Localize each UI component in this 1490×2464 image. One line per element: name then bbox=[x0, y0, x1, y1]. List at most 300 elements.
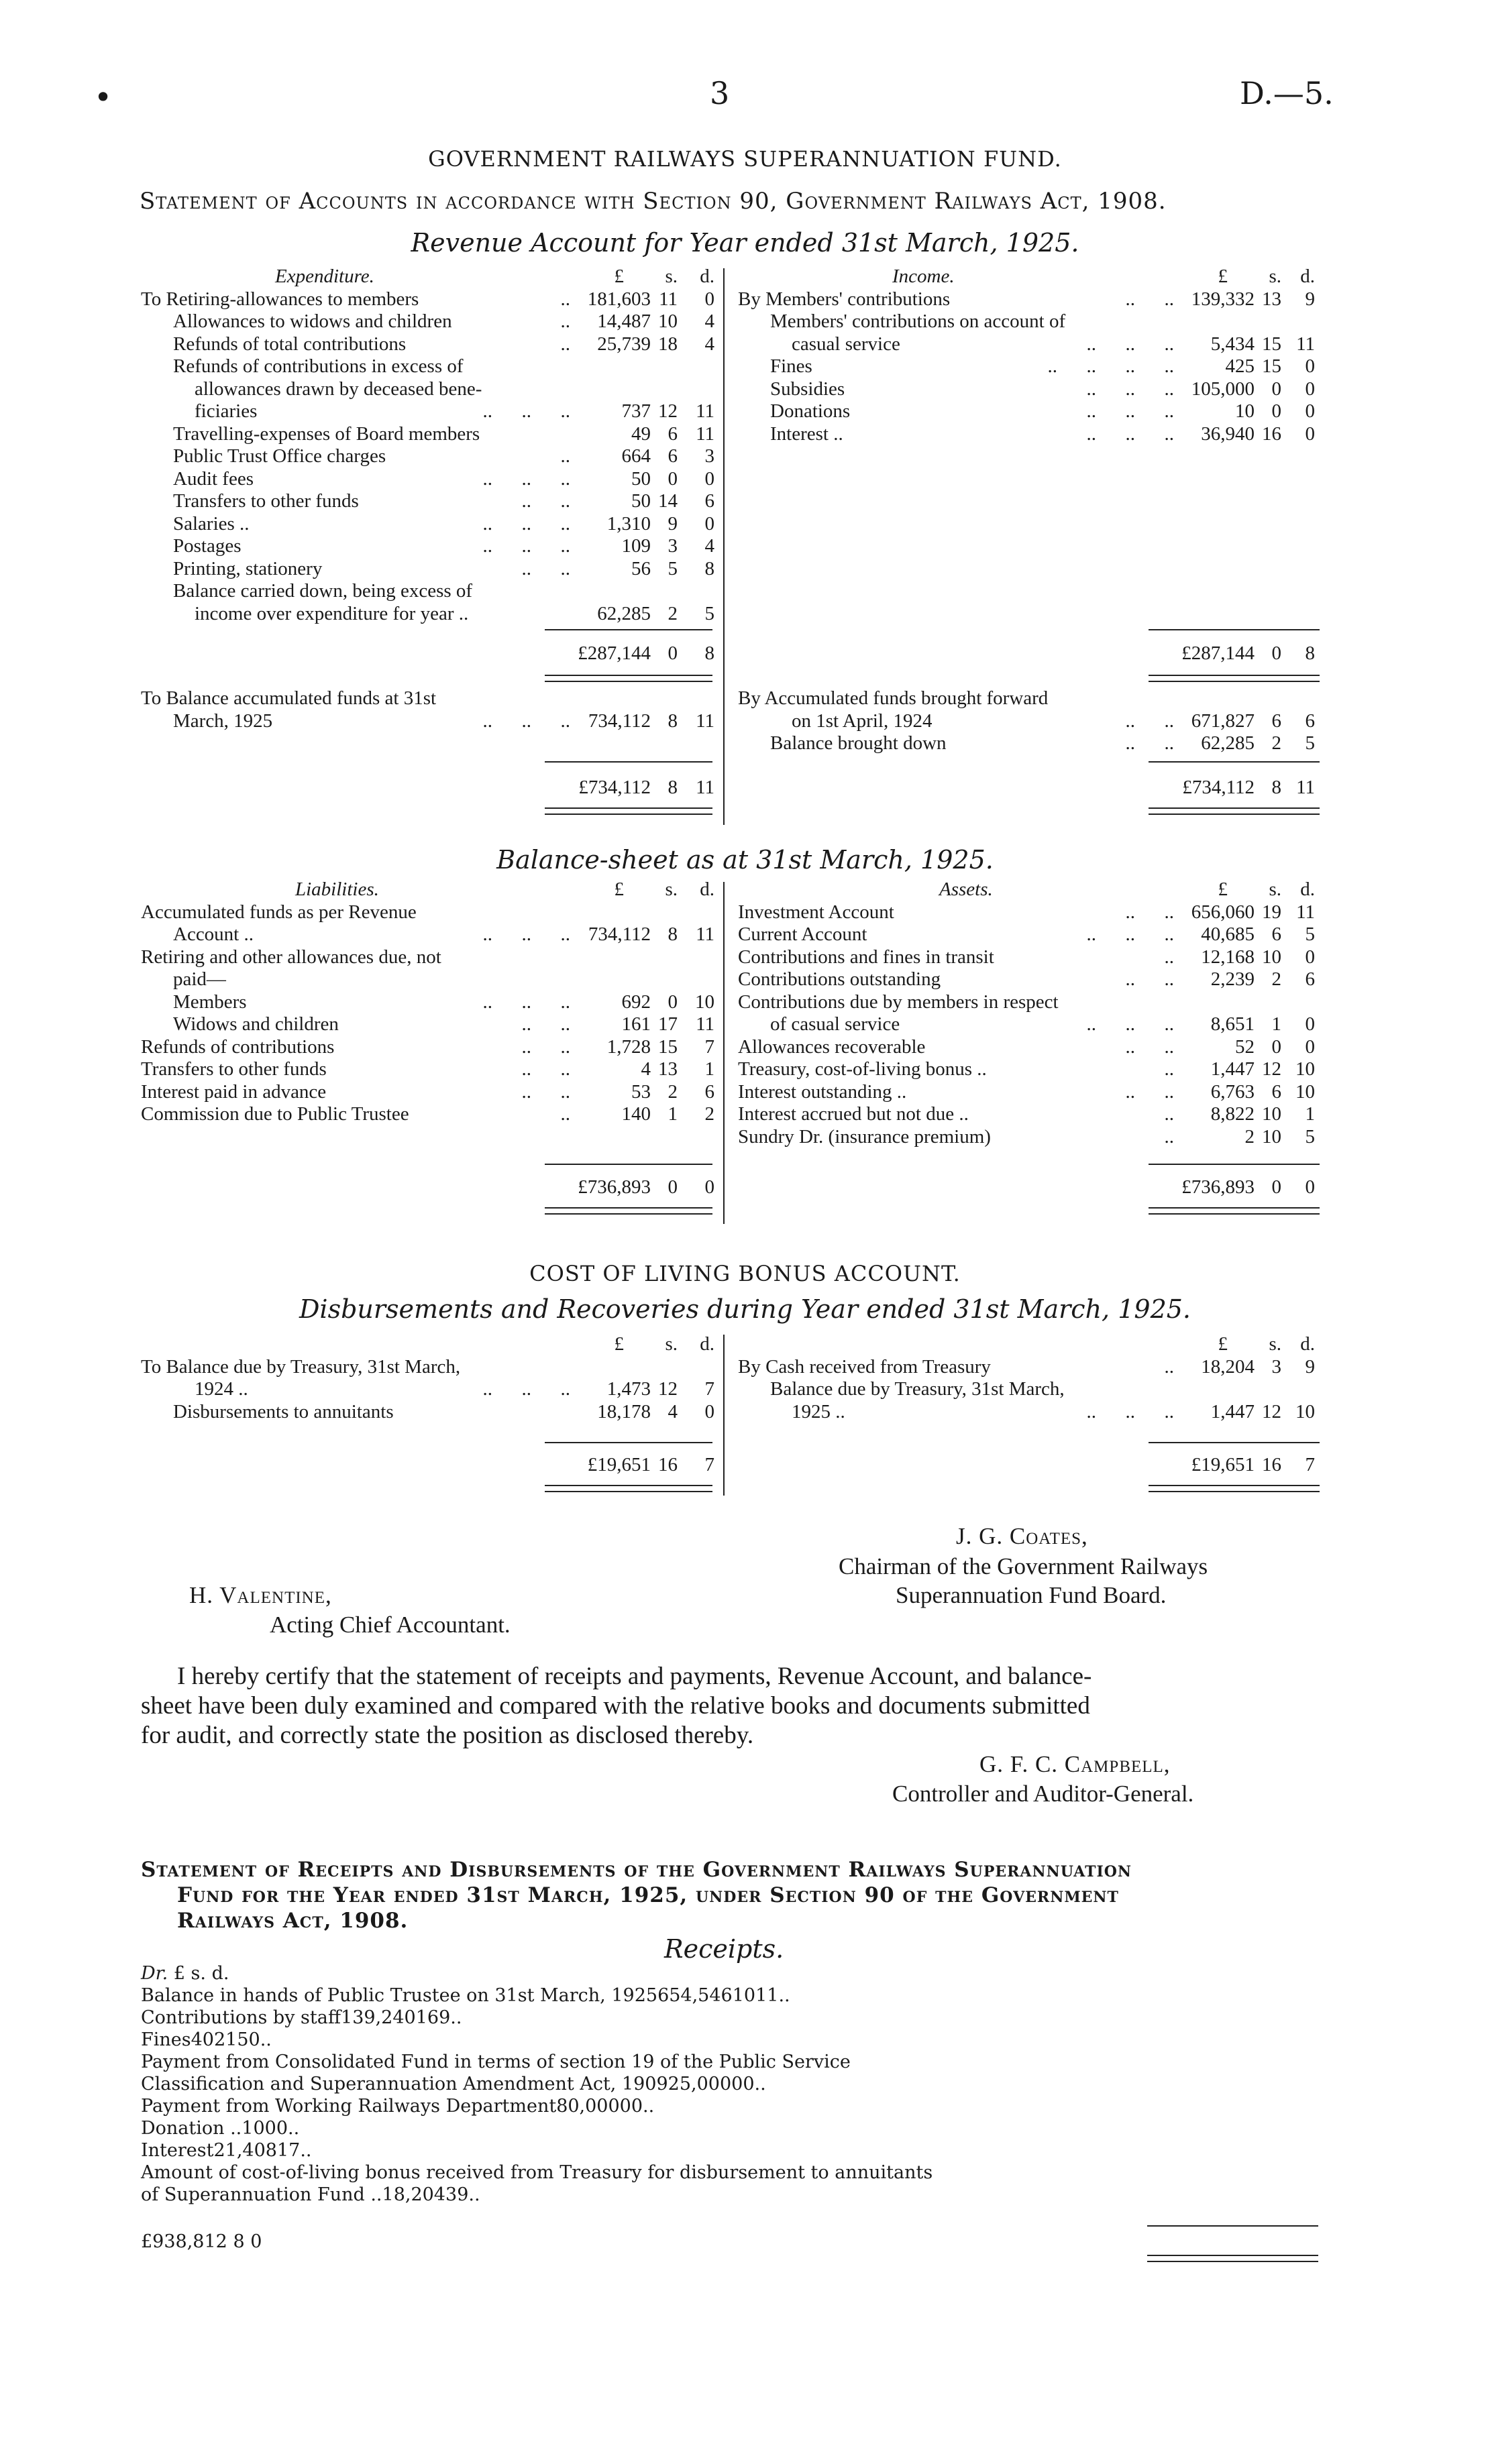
subtotal-rule bbox=[545, 1164, 712, 1165]
pence-value: 0 bbox=[704, 512, 714, 535]
col-row bbox=[738, 1378, 1322, 1401]
receipts-title-line-1: Statement of Receipts and Disbursements of the Government Railways Superannuation bbox=[141, 1858, 1132, 1882]
pounds-value: 402 bbox=[191, 2029, 226, 2050]
row-label: Refunds of contributions in excess of bbox=[173, 355, 464, 377]
pence-value: 0 bbox=[743, 2074, 755, 2094]
row-label: Balance due by Treasury, 31st March, bbox=[770, 1378, 1065, 1400]
certification-line-3: for audit, and correctly state the position as disclosed thereby. bbox=[141, 1722, 754, 1749]
assets-heading: Assets. bbox=[939, 879, 993, 900]
leader-dots: .. bbox=[643, 2096, 655, 2117]
total-pence: 11 bbox=[696, 777, 714, 798]
row-label: Postages bbox=[173, 535, 242, 557]
leader-dots: .. bbox=[1164, 1058, 1174, 1080]
pence-symbol: d. bbox=[1300, 879, 1315, 900]
coates-role-line2: Superannuation Fund Board. bbox=[896, 1582, 1167, 1608]
pounds-value: 656,060 bbox=[1191, 901, 1255, 923]
pounds-value: 8,822 bbox=[1210, 1103, 1255, 1125]
receipts-table bbox=[141, 1962, 1322, 2206]
balance-row bbox=[141, 710, 721, 733]
asset-row bbox=[738, 1103, 1322, 1126]
row-label: ficiaries bbox=[195, 400, 258, 422]
leader-dots: .. .. .. bbox=[482, 467, 570, 490]
leader-dots: .. .. .. bbox=[482, 535, 570, 557]
liability-row bbox=[141, 1081, 721, 1104]
pounds-symbol: £ bbox=[1218, 879, 1228, 900]
pence-value: 11 bbox=[1296, 901, 1315, 923]
shillings-value: 13 bbox=[1262, 288, 1281, 310]
pence-value: 0 bbox=[631, 2096, 643, 2117]
income-row bbox=[738, 333, 1322, 356]
leader-dots: .. .. .. bbox=[1086, 923, 1174, 945]
total-pounds: £19,651 bbox=[587, 1454, 651, 1475]
shillings-value: 0 bbox=[1271, 400, 1281, 422]
total-pence: 0 bbox=[1305, 1176, 1315, 1198]
total-pounds: £938,812 bbox=[141, 2231, 227, 2252]
leader-dots: .. bbox=[1164, 1355, 1174, 1378]
shillings-value: 12 bbox=[1262, 1058, 1281, 1080]
pounds-value: 10 bbox=[1235, 400, 1255, 422]
leader-dots: .. .. bbox=[521, 1035, 570, 1058]
leader-dots: .. bbox=[560, 288, 570, 310]
total-shillings: 0 bbox=[668, 642, 678, 664]
asset-row bbox=[738, 1013, 1322, 1036]
leader-dots: .. bbox=[754, 2074, 766, 2094]
pounds-value: 53 bbox=[631, 1080, 651, 1103]
expenditure-row bbox=[141, 423, 721, 446]
income-column bbox=[738, 266, 1322, 445]
row-label: Interest bbox=[141, 2140, 214, 2161]
shillings-value: 10 bbox=[658, 311, 678, 332]
bullet-mark: • bbox=[94, 79, 113, 115]
pence-value: 11 bbox=[696, 1013, 714, 1035]
shillings-value: 15 bbox=[1262, 333, 1281, 355]
row-label: Members bbox=[173, 991, 247, 1013]
pounds-value: 161 bbox=[621, 1013, 651, 1035]
row-label: Retiring and other allowances due, not bbox=[141, 946, 441, 968]
subtotal-rule bbox=[1149, 629, 1320, 630]
shillings-value: 9 bbox=[668, 512, 678, 535]
pence-value: 6 bbox=[1305, 710, 1315, 732]
statement-title: Statement of Accounts in accordance with Section 90, Government Railways Act, 1908. bbox=[140, 188, 1167, 215]
row-label: Commission due to Public Trustee bbox=[141, 1103, 409, 1125]
row-label: Classification and Superannuation Amendment Act, 1909 bbox=[141, 2074, 668, 2094]
leader-dots: .. bbox=[1164, 1103, 1174, 1125]
row-label: Public Trust Office charges bbox=[173, 445, 386, 467]
expenditure-row bbox=[141, 378, 721, 401]
asset-row bbox=[738, 923, 1322, 946]
shillings-value: 11 bbox=[659, 288, 678, 310]
balance-left bbox=[141, 687, 721, 732]
row-label: Account .. bbox=[173, 923, 254, 945]
pence-symbol: d. bbox=[1300, 266, 1315, 287]
asset-row bbox=[738, 946, 1322, 969]
balance-total-left bbox=[141, 777, 721, 799]
row-label: Interest paid in advance bbox=[141, 1080, 327, 1103]
pence-value: 6 bbox=[704, 490, 714, 512]
pounds-value: 25,739 bbox=[597, 333, 651, 355]
row-label: Interest accrued but not due .. bbox=[738, 1103, 969, 1125]
asset-row bbox=[738, 1126, 1322, 1149]
revenue-total-right bbox=[738, 642, 1322, 665]
col-row bbox=[141, 1356, 721, 1379]
total-shillings: 8 bbox=[233, 2231, 245, 2252]
column-divider bbox=[723, 882, 725, 1224]
double-rule bbox=[545, 675, 712, 682]
pence-value: 0 bbox=[248, 2029, 260, 2050]
leader-dots: .. bbox=[560, 311, 570, 332]
pence-value: 7 bbox=[704, 1035, 714, 1058]
row-label: Treasury, cost-of-living bonus .. bbox=[738, 1058, 987, 1080]
pence-symbol: d. bbox=[211, 1963, 229, 1984]
asset-row bbox=[738, 1036, 1322, 1059]
pence-value: 11 bbox=[696, 400, 714, 422]
pence-value: 9 bbox=[457, 2184, 469, 2205]
fund-title: GOVERNMENT RAILWAYS SUPERANNUATION FUND. bbox=[428, 146, 1062, 172]
leader-dots: .. .. bbox=[1125, 901, 1174, 923]
shillings-value: 0 bbox=[731, 2074, 743, 2094]
pounds-value: 2,239 bbox=[1210, 968, 1255, 990]
leader-dots: .. bbox=[560, 445, 570, 467]
row-label: Refunds of contributions bbox=[141, 1035, 335, 1058]
income-row bbox=[738, 400, 1322, 423]
pence-value: 0 bbox=[704, 467, 714, 490]
subtotal-rule bbox=[1149, 1164, 1320, 1165]
shillings-value: 2 bbox=[668, 602, 678, 624]
liabilities-column bbox=[141, 879, 721, 1126]
pounds-value: 671,827 bbox=[1191, 710, 1255, 732]
row-label: Printing, stationery bbox=[173, 557, 323, 579]
pence-value: 0 bbox=[704, 1400, 714, 1422]
row-label: Subsidies bbox=[770, 378, 845, 400]
shillings-value: 16 bbox=[415, 2007, 439, 2028]
pounds-value: 181,603 bbox=[587, 288, 651, 310]
pence-value: 1 bbox=[1305, 1103, 1315, 1125]
shillings-symbol: s. bbox=[665, 266, 678, 287]
balance-row bbox=[141, 687, 721, 710]
row-label: Investment Account bbox=[738, 901, 894, 923]
leader-dots: .. bbox=[468, 2184, 480, 2205]
row-label: allowances drawn by deceased bene- bbox=[195, 378, 482, 400]
shillings-value: 6 bbox=[1271, 1080, 1281, 1103]
pence-value: 8 bbox=[704, 557, 714, 579]
leader-dots: .. .. .. bbox=[482, 400, 570, 422]
valentine-signature-name: H. Valentine, bbox=[189, 1582, 332, 1608]
row-label: 1925 .. bbox=[792, 1400, 845, 1422]
pence-value: 0 bbox=[276, 2118, 288, 2139]
receipts-heading: Receipts. bbox=[664, 1934, 784, 1964]
pounds-symbol: £ bbox=[614, 1333, 624, 1355]
pence-value: 0 bbox=[1305, 1035, 1315, 1058]
pounds-value: 14,487 bbox=[597, 311, 651, 332]
col-row bbox=[738, 1401, 1322, 1424]
pence-value: 5 bbox=[1305, 732, 1315, 754]
total-pounds: £19,651 bbox=[1191, 1454, 1255, 1475]
expenditure-row bbox=[141, 468, 721, 491]
pounds-value: 21,408 bbox=[213, 2140, 277, 2161]
row-label: Interest outstanding .. bbox=[738, 1080, 907, 1103]
leader-dots: .. .. bbox=[521, 1013, 570, 1035]
income-row bbox=[738, 288, 1322, 311]
total-pounds: £734,112 bbox=[1182, 777, 1255, 798]
pence-value: 0 bbox=[1305, 1013, 1315, 1035]
leader-dots: .. .. bbox=[521, 1058, 570, 1080]
liability-row bbox=[141, 901, 721, 924]
expenditure-row bbox=[141, 603, 721, 626]
leader-dots: .. .. bbox=[521, 490, 570, 512]
shillings-value: 3 bbox=[1271, 1355, 1281, 1378]
row-label: Refunds of total contributions bbox=[173, 333, 407, 355]
row-label: Contributions and fines in transit bbox=[738, 946, 994, 968]
shillings-value: 10 bbox=[1262, 1103, 1281, 1125]
asset-row bbox=[738, 1058, 1322, 1081]
shillings-symbol: s. bbox=[1269, 266, 1281, 287]
pence-value: 7 bbox=[288, 2140, 301, 2161]
shillings-value: 19 bbox=[1262, 901, 1281, 923]
shillings-value: 3 bbox=[668, 535, 678, 557]
total-pence: 0 bbox=[704, 1176, 714, 1198]
row-label: By Cash received from Treasury bbox=[738, 1355, 991, 1378]
row-label: income over expenditure for year .. bbox=[195, 602, 469, 624]
expenditure-row bbox=[141, 355, 721, 378]
certification-line-1: I hereby certify that the statement of receipts and payments, Revenue Account, and balance- bbox=[177, 1663, 1092, 1690]
shillings-value: 1 bbox=[1271, 1013, 1281, 1035]
pounds-value: 1,447 bbox=[1210, 1058, 1255, 1080]
pounds-value: 139,332 bbox=[1191, 288, 1255, 310]
leader-dots: .. bbox=[1164, 1125, 1174, 1147]
row-label: Travelling-expenses of Board members bbox=[173, 423, 480, 445]
certification-line-2: sheet have been duly examined and compared with the relative books and documents submitted bbox=[141, 1692, 1090, 1720]
pence-value: 4 bbox=[704, 311, 714, 332]
row-label: on 1st April, 1924 bbox=[792, 710, 933, 732]
pounds-value: 5,434 bbox=[1210, 333, 1255, 355]
row-label: Accumulated funds as per Revenue bbox=[141, 901, 417, 923]
shillings-value: 10 bbox=[732, 1985, 756, 2006]
pounds-value: 56 bbox=[631, 557, 651, 579]
pounds-value: 25,000 bbox=[668, 2074, 732, 2094]
pounds-value: 80,000 bbox=[556, 2096, 620, 2117]
shillings-value: 0 bbox=[1271, 1035, 1281, 1058]
receipts-total bbox=[141, 2231, 1322, 2253]
leader-dots: .. .. .. bbox=[1086, 400, 1174, 422]
row-label: Interest .. bbox=[770, 423, 843, 445]
pounds-value: 1,447 bbox=[1210, 1400, 1255, 1422]
receipt-row bbox=[141, 2029, 1322, 2051]
balance-row bbox=[738, 687, 1322, 710]
pounds-value: 18,178 bbox=[597, 1400, 651, 1422]
shillings-symbol: s. bbox=[1269, 879, 1281, 900]
leader-dots: .. bbox=[778, 1985, 790, 2006]
pounds-value: 734,112 bbox=[588, 923, 651, 945]
total-shillings: 0 bbox=[668, 1176, 678, 1198]
double-rule bbox=[1147, 2255, 1318, 2262]
row-label: To Retiring-allowances to members bbox=[141, 288, 419, 310]
receipt-row bbox=[141, 2095, 1322, 2117]
pence-symbol: d. bbox=[1300, 1333, 1315, 1355]
leader-dots: .. bbox=[560, 1103, 570, 1125]
total-pence: 0 bbox=[250, 2231, 262, 2252]
leader-dots: .. .. bbox=[1125, 732, 1174, 754]
pounds-value: 105,000 bbox=[1191, 378, 1255, 400]
coates-signature-name: J. G. Coates, bbox=[956, 1523, 1088, 1549]
receipts-title-line-3: Railways Act, 1908. bbox=[177, 1909, 409, 1933]
liability-row bbox=[141, 946, 721, 969]
shillings-symbol: s. bbox=[665, 879, 678, 900]
asset-row bbox=[738, 1081, 1322, 1104]
campbell-signature-name: G. F. C. Campbell, bbox=[979, 1751, 1171, 1777]
revenue-account-heading: Revenue Account for Year ended 31st March, 1925. bbox=[411, 228, 1079, 258]
row-label: of Superannuation Fund .. bbox=[141, 2184, 382, 2205]
shillings-value: 12 bbox=[658, 1378, 678, 1400]
valentine-role: Acting Chief Accountant. bbox=[270, 1612, 511, 1638]
row-label: Balance carried down, being excess of bbox=[173, 580, 473, 602]
pounds-value: 18,204 bbox=[1201, 1355, 1255, 1378]
subtotal-rule bbox=[545, 629, 712, 630]
balance-total-right bbox=[738, 777, 1322, 799]
assets-column bbox=[738, 879, 1322, 1148]
income-rows bbox=[738, 288, 1322, 446]
pence-value: 11 bbox=[1296, 333, 1315, 355]
shillings-value: 15 bbox=[225, 2029, 249, 2050]
shillings-value: 14 bbox=[658, 490, 678, 512]
liability-row bbox=[141, 1036, 721, 1059]
expenditure-column bbox=[141, 266, 721, 625]
pounds-symbol: £ bbox=[1218, 1333, 1228, 1355]
row-label: Contributions due by members in respect bbox=[738, 991, 1059, 1013]
shillings-value: 2 bbox=[1271, 968, 1281, 990]
total-pounds: £736,893 bbox=[578, 1176, 651, 1198]
row-label: Fines bbox=[770, 355, 812, 377]
campbell-role: Controller and Auditor-General. bbox=[892, 1781, 1194, 1807]
pence-value: 10 bbox=[695, 991, 714, 1013]
col-row bbox=[141, 1378, 721, 1401]
pounds-value: 6,763 bbox=[1210, 1080, 1255, 1103]
shillings-value: 5 bbox=[668, 557, 678, 579]
pounds-value: 10 bbox=[242, 2118, 265, 2139]
pence-value: 4 bbox=[704, 333, 714, 355]
row-label: Widows and children bbox=[173, 1013, 339, 1035]
pounds-value: 139,240 bbox=[341, 2007, 416, 2028]
liability-row bbox=[141, 1103, 721, 1126]
pounds-value: 109 bbox=[621, 535, 651, 557]
shillings-value: 13 bbox=[658, 1058, 678, 1080]
balance-right bbox=[738, 687, 1322, 755]
leader-dots: .. bbox=[288, 2118, 300, 2139]
total-pence: 11 bbox=[1296, 777, 1315, 798]
shillings-value: 0 bbox=[619, 2096, 631, 2117]
coates-role-line1: Chairman of the Government Railways bbox=[839, 1553, 1208, 1579]
total-pounds: £736,893 bbox=[1181, 1176, 1255, 1198]
row-label: Balance brought down bbox=[770, 732, 947, 754]
leader-dots: .. .. bbox=[521, 1080, 570, 1103]
total-pence: 7 bbox=[1305, 1454, 1315, 1475]
leader-dots: .. .. bbox=[1125, 710, 1174, 732]
pence-value: 5 bbox=[1305, 1125, 1315, 1147]
shillings-value: 0 bbox=[668, 467, 678, 490]
shillings-value: 3 bbox=[445, 2184, 458, 2205]
shillings-value: 1 bbox=[668, 1103, 678, 1125]
receipt-row bbox=[141, 2007, 1322, 2029]
pence-symbol: d. bbox=[700, 879, 714, 900]
total-pounds: £734,112 bbox=[578, 777, 651, 798]
row-label: 1924 .. bbox=[195, 1378, 248, 1400]
row-label: Payment from Working Railways Department bbox=[141, 2096, 557, 2117]
expenditure-row bbox=[141, 445, 721, 468]
row-label: Donations bbox=[770, 400, 851, 422]
shillings-value: 4 bbox=[668, 1400, 678, 1422]
pounds-value: 654,546 bbox=[657, 1985, 733, 2006]
row-label: Transfers to other funds bbox=[141, 1058, 327, 1080]
pence-value: 5 bbox=[704, 602, 714, 624]
balance-row bbox=[738, 710, 1322, 733]
leader-dots: .. .. .. bbox=[1086, 333, 1174, 355]
row-label: Allowances recoverable bbox=[738, 1035, 926, 1058]
row-label: Contributions by staff bbox=[141, 2007, 341, 2028]
pence-value: 0 bbox=[1305, 423, 1315, 445]
shillings-value: 0 bbox=[668, 991, 678, 1013]
leader-dots: .. .. .. .. bbox=[1047, 355, 1174, 377]
row-label: Current Account bbox=[738, 923, 867, 945]
shillings-value: 6 bbox=[1271, 923, 1281, 945]
pounds-symbol: £ bbox=[614, 266, 624, 287]
shillings-symbol: s. bbox=[665, 1333, 678, 1355]
total-pounds: £287,144 bbox=[578, 642, 651, 664]
dr-label: Dr. bbox=[141, 1963, 168, 1984]
shillings-value: 10 bbox=[1262, 946, 1281, 968]
leader-dots: .. .. bbox=[1125, 1035, 1174, 1058]
leader-dots: .. bbox=[1164, 946, 1174, 968]
row-label: To Balance accumulated funds at 31st bbox=[141, 687, 437, 709]
shillings-value: 8 bbox=[668, 923, 678, 945]
pounds-value: 8,651 bbox=[1210, 1013, 1255, 1035]
leader-dots: .. .. .. bbox=[1086, 1400, 1174, 1422]
total-shillings: 16 bbox=[1262, 1454, 1281, 1475]
pence-value: 7 bbox=[704, 1378, 714, 1400]
receipt-row bbox=[141, 2139, 1322, 2162]
asset-row bbox=[738, 901, 1322, 924]
expenditure-row bbox=[141, 513, 721, 536]
pounds-value: 1,728 bbox=[606, 1035, 651, 1058]
expenditure-row bbox=[141, 580, 721, 603]
balance-sheet-heading: Balance-sheet as at 31st March, 1925. bbox=[496, 845, 994, 875]
income-row bbox=[738, 378, 1322, 401]
liabilities-heading: Liabilities. bbox=[295, 879, 379, 900]
pounds-value: 36,940 bbox=[1201, 423, 1255, 445]
row-label: casual service bbox=[792, 333, 900, 355]
shillings-value: 15 bbox=[658, 1035, 678, 1058]
shillings-value: 0 bbox=[1271, 378, 1281, 400]
shillings-value: 18 bbox=[658, 333, 678, 355]
pence-value: 11 bbox=[696, 710, 714, 732]
shillings-value: 16 bbox=[1262, 423, 1281, 445]
col-row bbox=[738, 1356, 1322, 1379]
pounds-value: 1,310 bbox=[606, 512, 651, 535]
leader-dots: .. .. .. bbox=[482, 923, 570, 945]
double-rule bbox=[1149, 675, 1320, 682]
row-label: Payment from Consolidated Fund in terms of section 19 of the Public Service bbox=[141, 2052, 851, 2072]
receipts-title-line-2: Fund for the Year ended 31st March, 1925, under Section 90 of the Government bbox=[177, 1883, 1119, 1907]
shillings-symbol: s. bbox=[1269, 1333, 1281, 1355]
total-pence: 8 bbox=[1305, 642, 1315, 664]
income-heading: Income. bbox=[892, 266, 955, 287]
leader-dots: .. bbox=[450, 2007, 462, 2028]
total-pence: 7 bbox=[704, 1454, 714, 1475]
income-row bbox=[738, 355, 1322, 378]
leader-dots: .. .. .. bbox=[482, 991, 570, 1013]
row-label: Sundry Dr. (insurance premium) bbox=[738, 1125, 991, 1147]
row-label: Contributions outstanding bbox=[738, 968, 941, 990]
shillings-value: 12 bbox=[658, 400, 678, 422]
leader-dots: .. .. bbox=[1125, 968, 1174, 990]
